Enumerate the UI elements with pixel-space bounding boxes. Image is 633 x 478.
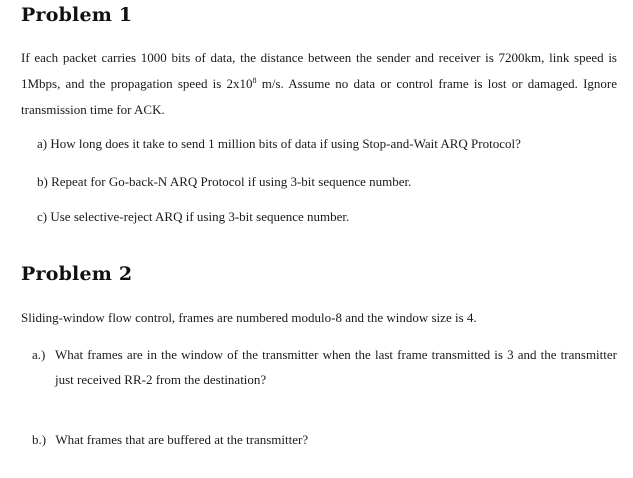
part-text: Repeat for Go-back-N ARQ Protocol if using 3-bit sequence number. bbox=[51, 174, 412, 189]
part-text: What frames are in the window of the transmitter when the last frame transmitted is 3 and the transmitter just received RR-2 from the destination? bbox=[55, 347, 617, 387]
problem-1-part-c bbox=[37, 205, 349, 229]
problem-1-statement-main: If each packet carries 1000 bits of data, the distance between the sender and receiver is 7200km, link speed is 1Mbps, and the propagation speed is 2x10 bbox=[21, 50, 617, 91]
problem-2-part-b bbox=[32, 428, 308, 452]
problem-2-statement: Sliding-window flow control, frames are numbered modulo-8 and the window size is 4. bbox=[21, 310, 477, 325]
problem-1-title: Problem 1 bbox=[21, 4, 133, 26]
problem-1-exponent: 8 bbox=[252, 76, 257, 85]
problem-2-title: Problem 2 bbox=[21, 263, 133, 285]
problem-1-statement bbox=[21, 45, 617, 123]
part-text: What frames that are buffered at the transmitter? bbox=[55, 432, 309, 447]
part-label: c) bbox=[37, 209, 48, 224]
problem-1-statement-rest: m/s. Assume no data or control frame is lost or damaged. Ignore transmission time for ACK. bbox=[21, 76, 618, 117]
part-label: a.) bbox=[32, 347, 46, 362]
problem-1-part-a bbox=[37, 132, 521, 156]
part-label: b.) bbox=[32, 432, 47, 447]
problem-1-part-b bbox=[37, 170, 411, 194]
part-text: Use selective-reject ARQ if using 3-bit sequence number. bbox=[50, 209, 350, 224]
part-text: How long does it take to send 1 million bits of data if using Stop-and-Wait ARQ Protocol? bbox=[50, 136, 521, 151]
problem-2-part-a bbox=[32, 342, 617, 392]
part-label: a) bbox=[37, 136, 48, 151]
part-label: b) bbox=[37, 174, 48, 189]
